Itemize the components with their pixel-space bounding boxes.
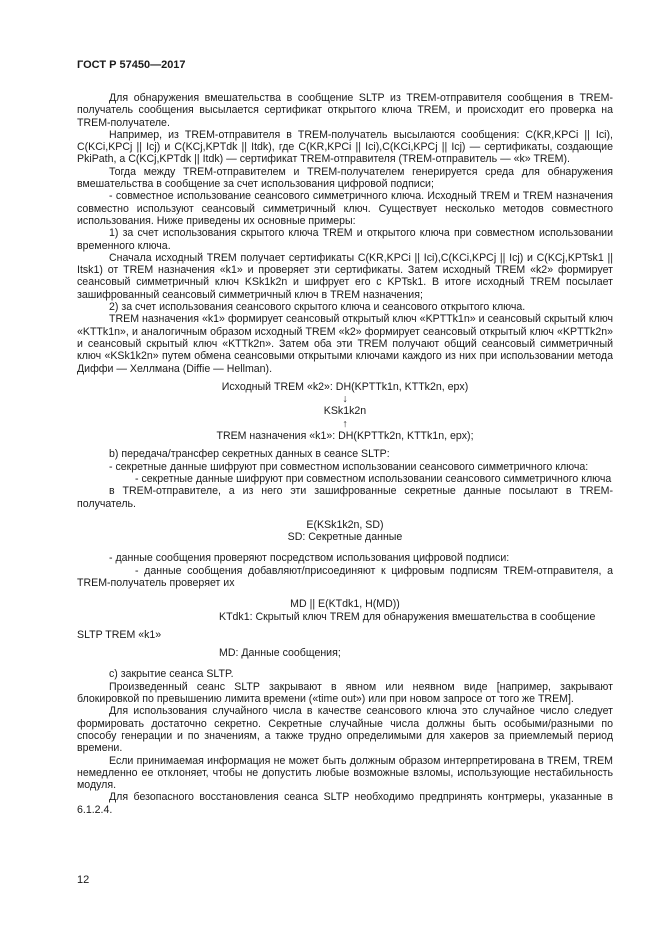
paragraph: Если принимаемая информация не может быть должным образом интерпретирована в TREM, TREM немедленно ее отклоняет, чтобы не допустить любые возможные взломы, использующие нестабильность модуля.	[77, 754, 613, 792]
paragraph: Тогда между TREM-отправителем и TREM-получателем генерируется среда для обнаружения вмешательства в сообщение за счет использования цифровой подписи;	[77, 165, 613, 191]
formula-line: TREM назначения «k1»: DH(KPTTk2n, KTTk1n, epx);	[216, 430, 474, 443]
paragraph: Например, из TREM-отправителя в TREM-получатель высылаются сообщения: C(KR,KPCi || Ici), C(KCi,KPCj || Icj) и C(KCj,KPTdk || Itdk), где C(KR,KPCi || Ici),C(KCi,KPCj || Icj) — сертификаты, создающие PkiPath, а C(KCj,KPTdk || Itdk) — сертификат TREM-отправителя (TREM-отправитель — «k» TREM).	[77, 128, 613, 166]
paragraph: Для использования случайного числа в качестве сеансового ключа это случайное число следует формировать достаточно секретно. Секретные случайные числа должны быть особыми/разными по способу генерации и по значениям, а также трудно определимыми для хакеров за приемлемый период времени.	[77, 705, 613, 755]
paragraph: Произведенный сеанс SLTP закрывают в явном или неявном виде [например, закрывают блокировкой по превышению лимита времени («time out») или при новом запросе от того же TREM].	[77, 680, 613, 706]
paragraph: TREM назначения «k1» формирует сеансовый открытый ключ «KPTTk1n» и сеансовый скрытый ключ «KTTk1n», и аналогичным образом исходный TREM «k2» формирует сеансовый открытый ключ «KPTTk2n» и сеансовый скрытый ключ «KTTk2n». Затем оба эти TREM получают общий сеансовый симметричный ключ «KSk1k2n» путем обмена сеансовыми открытыми ключами каждого из них при использовании метода Диффи — Хеллмана (Diffie — Hellman).	[77, 313, 613, 375]
arrow-up-icon: ↑	[342, 417, 348, 430]
formula-dh	[77, 381, 613, 442]
formula-definition: SD: Секретные данные	[287, 531, 403, 544]
formula-line: Исходный TREM «k2»: DH(KPTTk1n, KTTk2n, epx)	[221, 380, 469, 393]
paragraph: Для обнаружения вмешательства в сообщение SLTP из TREM-отправителя сообщения в TREM-получатель сообщения высылается сертификат открытого ключа TREM, и происходит его проверка на TREM-получателе.	[77, 92, 613, 129]
list-item: - данные сообщения проверяют посредством использования цифровой подписи:	[109, 552, 510, 565]
paragraph: 1) за счет использования скрытого ключа TREM и открытого ключа при совместном использовании временного ключа.	[77, 227, 613, 252]
document-header: ГОСТ Р 57450—2017	[77, 59, 186, 71]
document-body	[77, 92, 613, 816]
paragraph: Для безопасного восстановления сеанса SLTP необходимо предпринять контрмеры, указанные в 6.1.2.4.	[77, 791, 613, 816]
formula-line: KSk1k2n	[323, 405, 367, 418]
arrow-down-icon: ↓	[342, 393, 348, 406]
formula-definition: KTdk1: Скрытый ключ TREM для обнаружения вмешательства в сообщение	[219, 610, 596, 623]
spacer	[77, 510, 613, 519]
formula-definition: SLTP TREM «k1»	[77, 628, 162, 641]
spacer	[77, 589, 613, 598]
list-item: - секретные данные шифруют при совместном использовании сеансового симметричного ключа:	[109, 460, 589, 473]
formula-encrypt: E(KSk1k2n, SD)	[306, 518, 384, 531]
page-number: 12	[77, 874, 90, 886]
formula-signature: MD || E(KTdk1, H(MD))	[290, 598, 400, 611]
list-item: - секретные данные шифруют при совместном использовании сеансового симметричного ключа	[135, 472, 612, 485]
section-b-title: b) передача/трансфер секретных данных в сеансе SLTP:	[109, 448, 390, 461]
paragraph: Сначала исходный TREM получает сертификаты C(KR,KPCi || Ici),C(KCi,KPCj || Icj) и C(KCj,KPTsk1 || Itsk1) от TREM назначения «k1» и проверяет эти сертификаты. Затем исходный TREM «k2» формирует сеансовый симметричный ключ KSk1k2n и шифрует его с KPTsk1. В итоге исходный TREM посылает зашифрованный сеансовый симметричный ключ в TREM назначения;	[77, 251, 613, 301]
formula-definition: MD: Данные сообщения;	[219, 647, 341, 660]
paragraph: - совместное использование сеансового симметричного ключа. Исходный TREM и TREM назначения совместно используют сеансовый симметричный ключ. Существует несколько методов совместного использования. Ниже приведены их основные примеры:	[77, 190, 613, 227]
list-item: - данные сообщения добавляют/присоединяют к цифровым подписям TREM-отправителя, а TREM-получатель проверяет их	[77, 564, 613, 589]
paragraph: 2) за счет использования сеансового скрытого ключа и сеансового открытого ключа.	[109, 301, 526, 314]
spacer	[77, 543, 613, 552]
spacer	[77, 659, 613, 668]
list-item: в TREM-отправителе, а из него эти зашифрованные секретные данные посылают в TREM-получатель.	[77, 485, 613, 510]
section-c-title: c) закрытие сеанса SLTP.	[109, 668, 234, 681]
